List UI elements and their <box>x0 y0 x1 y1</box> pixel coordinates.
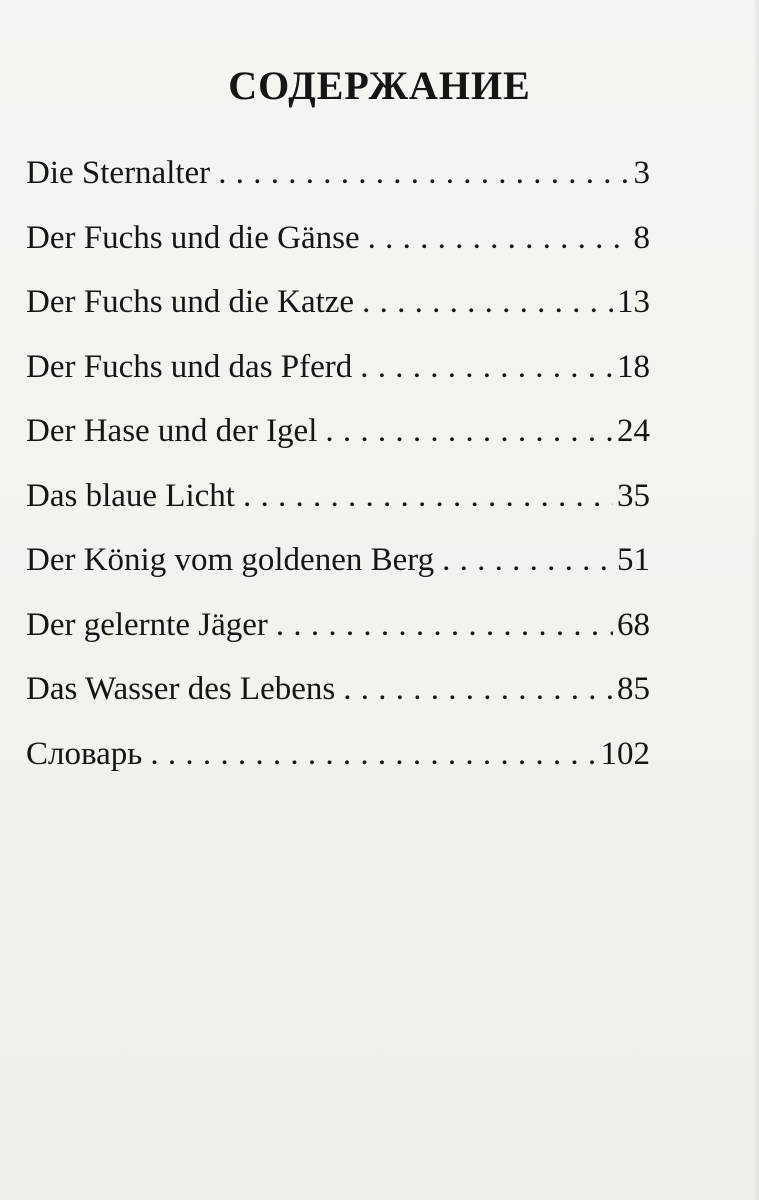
toc-entry-page: 13 <box>617 284 650 320</box>
table-of-contents <box>26 150 650 795</box>
page-edge-shadow <box>753 0 759 1200</box>
toc-entry-page: 68 <box>617 606 650 643</box>
toc-leader-dots <box>150 731 596 777</box>
toc-entry <box>26 279 650 344</box>
toc-entry <box>26 215 650 280</box>
toc-entry-page: 3 <box>633 155 650 191</box>
toc-entry-title: Die Sternalter <box>26 155 211 191</box>
toc-entry-page: 35 <box>617 477 650 514</box>
toc-leader-dots <box>243 473 613 519</box>
toc-entry <box>26 731 650 796</box>
toc-leader-dots <box>276 602 613 648</box>
toc-leader-dots <box>218 150 629 196</box>
toc-leader-dots <box>325 408 613 454</box>
toc-entry-title: Das Wasser des Lebens <box>26 671 336 707</box>
toc-entry-title: Словарь <box>26 735 143 772</box>
toc-entry-title: Der König vom goldenen Berg <box>26 542 435 578</box>
toc-entry <box>26 473 650 538</box>
toc-entry <box>26 150 650 215</box>
toc-entry <box>26 602 650 667</box>
toc-entry-title: Der Fuchs und das Pferd <box>26 348 353 385</box>
toc-entry-page: 85 <box>617 671 650 707</box>
toc-entry <box>26 537 650 602</box>
toc-entry-page: 24 <box>617 413 650 449</box>
toc-entry-title: Der Hase und der Igel <box>26 413 318 449</box>
toc-entry-title: Der gelernte Jäger <box>26 606 268 643</box>
toc-entry <box>26 666 650 731</box>
toc-entry-page: 18 <box>617 348 650 385</box>
toc-entry-title: Der Fuchs und die Gänse <box>26 219 360 256</box>
toc-leader-dots <box>442 537 613 583</box>
toc-entry-page: 51 <box>617 542 650 578</box>
toc-leader-dots <box>362 279 613 325</box>
toc-leader-dots <box>368 215 630 261</box>
toc-entry-title: Das blaue Licht <box>26 477 235 514</box>
contents-heading: СОДЕРЖАНИЕ <box>228 63 531 108</box>
toc-entry-page: 102 <box>600 735 650 772</box>
toc-leader-dots <box>343 666 613 712</box>
toc-leader-dots <box>360 344 613 390</box>
toc-entry <box>26 408 650 473</box>
toc-entry <box>26 344 650 409</box>
toc-entry-page: 8 <box>633 219 650 256</box>
toc-entry-title: Der Fuchs und die Katze <box>26 284 355 320</box>
